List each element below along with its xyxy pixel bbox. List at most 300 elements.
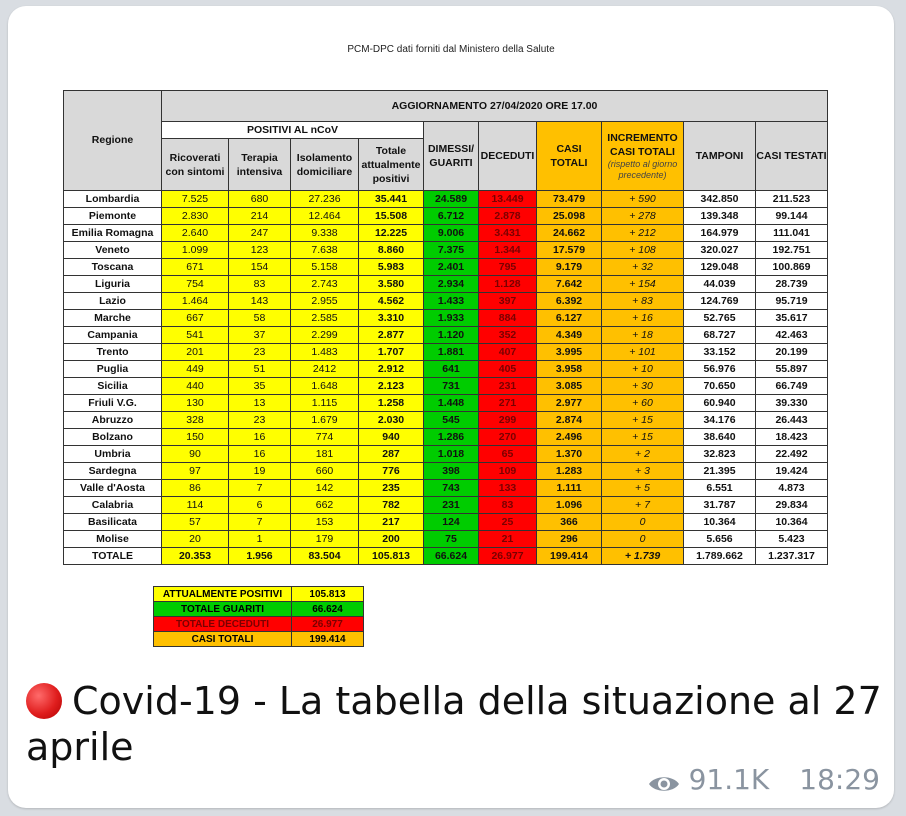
cell-casi: 4.349 — [537, 327, 602, 344]
cell-iso: 2.743 — [291, 276, 359, 293]
cell-test: 95.719 — [756, 293, 828, 310]
cell-dec: 271 — [479, 395, 537, 412]
cell-tot: 12.225 — [359, 225, 424, 242]
header-aggiornamento: AGGIORNAMENTO 27/04/2020 ORE 17.00 — [162, 91, 828, 122]
cell-regione: Puglia — [64, 361, 162, 378]
cell-inc: + 1.739 — [602, 548, 684, 565]
cell-dim: 641 — [424, 361, 479, 378]
cell-dec: 26.977 — [479, 548, 537, 565]
cell-dec: 83 — [479, 497, 537, 514]
table-row — [64, 276, 828, 293]
cell-iso: 83.504 — [291, 548, 359, 565]
cell-tot: 2.877 — [359, 327, 424, 344]
cell-ric: 20 — [162, 531, 229, 548]
cell-regione: Campania — [64, 327, 162, 344]
cell-dim: 1.433 — [424, 293, 479, 310]
cell-ter: 680 — [229, 191, 291, 208]
cell-tamp: 342.850 — [684, 191, 756, 208]
cell-iso: 2412 — [291, 361, 359, 378]
table-row — [64, 191, 828, 208]
cell-ter: 143 — [229, 293, 291, 310]
cell-iso: 2.299 — [291, 327, 359, 344]
cell-dec: 3.431 — [479, 225, 537, 242]
cell-casi: 6.392 — [537, 293, 602, 310]
cell-dec: 13.449 — [479, 191, 537, 208]
cell-iso: 7.638 — [291, 242, 359, 259]
cell-tot: 200 — [359, 531, 424, 548]
cell-ric: 2.640 — [162, 225, 229, 242]
table-row — [64, 446, 828, 463]
cell-dec: 795 — [479, 259, 537, 276]
cell-ric: 667 — [162, 310, 229, 327]
table-row — [64, 208, 828, 225]
cell-ric: 57 — [162, 514, 229, 531]
cell-ter: 154 — [229, 259, 291, 276]
cell-tot: 2.912 — [359, 361, 424, 378]
cell-tamp: 124.769 — [684, 293, 756, 310]
cell-dec: 1.344 — [479, 242, 537, 259]
cell-ric: 671 — [162, 259, 229, 276]
cell-dim: 2.934 — [424, 276, 479, 293]
cell-tot: 1.258 — [359, 395, 424, 412]
cell-tamp: 68.727 — [684, 327, 756, 344]
view-count: 91.1K — [688, 763, 770, 796]
cell-test: 19.424 — [756, 463, 828, 480]
header-casi-testati: CASI TESTATI — [756, 122, 828, 191]
cell-dec: 884 — [479, 310, 537, 327]
cell-iso: 179 — [291, 531, 359, 548]
cell-tot: 2.030 — [359, 412, 424, 429]
cell-tot: 235 — [359, 480, 424, 497]
cell-casi: 3.958 — [537, 361, 602, 378]
cell-test: 29.834 — [756, 497, 828, 514]
cell-ter: 51 — [229, 361, 291, 378]
cell-tamp: 320.027 — [684, 242, 756, 259]
cell-test: 5.423 — [756, 531, 828, 548]
cell-dim: 75 — [424, 531, 479, 548]
cell-ric: 440 — [162, 378, 229, 395]
cell-ric: 201 — [162, 344, 229, 361]
cell-iso: 12.464 — [291, 208, 359, 225]
cell-casi: 1.283 — [537, 463, 602, 480]
cell-dim: 1.286 — [424, 429, 479, 446]
cell-tamp: 44.039 — [684, 276, 756, 293]
cell-casi: 366 — [537, 514, 602, 531]
cell-inc: + 7 — [602, 497, 684, 514]
cell-iso: 5.158 — [291, 259, 359, 276]
cell-tot: 782 — [359, 497, 424, 514]
cell-regione: Friuli V.G. — [64, 395, 162, 412]
cell-regione: Toscana — [64, 259, 162, 276]
cell-casi: 25.098 — [537, 208, 602, 225]
cell-ter: 23 — [229, 412, 291, 429]
cell-regione: Bolzano — [64, 429, 162, 446]
cell-ter: 16 — [229, 446, 291, 463]
cell-tot: 4.562 — [359, 293, 424, 310]
header-incremento-note: (rispetto al giorno precedente) — [607, 159, 678, 180]
cell-inc: + 101 — [602, 344, 684, 361]
cell-dec: 299 — [479, 412, 537, 429]
cell-dec: 405 — [479, 361, 537, 378]
message-bubble[interactable] — [8, 6, 894, 808]
cell-ric: 97 — [162, 463, 229, 480]
cell-casi: 199.414 — [537, 548, 602, 565]
cell-dim: 731 — [424, 378, 479, 395]
cell-test: 42.463 — [756, 327, 828, 344]
totale-row — [64, 548, 828, 565]
cell-test: 99.144 — [756, 208, 828, 225]
summary-label: ATTUALMENTE POSITIVI — [154, 587, 292, 602]
cell-inc: 0 — [602, 514, 684, 531]
table-row — [64, 259, 828, 276]
header-isolamento: Isolamento domiciliare — [291, 139, 359, 191]
eye-icon — [647, 769, 681, 791]
cell-tamp: 32.823 — [684, 446, 756, 463]
cell-casi: 296 — [537, 531, 602, 548]
cell-ter: 7 — [229, 480, 291, 497]
cell-dim: 6.712 — [424, 208, 479, 225]
cell-inc: + 108 — [602, 242, 684, 259]
cell-ter: 1.956 — [229, 548, 291, 565]
cell-tamp: 1.789.662 — [684, 548, 756, 565]
cell-ric: 1.099 — [162, 242, 229, 259]
cell-dim: 231 — [424, 497, 479, 514]
cell-regione: Marche — [64, 310, 162, 327]
cell-ric: 1.464 — [162, 293, 229, 310]
cell-test: 10.364 — [756, 514, 828, 531]
table-row — [64, 429, 828, 446]
cell-tot: 776 — [359, 463, 424, 480]
cell-regione: Sardegna — [64, 463, 162, 480]
cell-inc: + 212 — [602, 225, 684, 242]
cell-ric: 20.353 — [162, 548, 229, 565]
summary-row — [154, 617, 364, 632]
cell-tot: 940 — [359, 429, 424, 446]
cell-tot: 3.310 — [359, 310, 424, 327]
cell-dim: 1.448 — [424, 395, 479, 412]
table-row — [64, 225, 828, 242]
cell-test: 35.617 — [756, 310, 828, 327]
cell-tot: 3.580 — [359, 276, 424, 293]
cell-tamp: 139.348 — [684, 208, 756, 225]
cell-ter: 35 — [229, 378, 291, 395]
table-row — [64, 395, 828, 412]
cell-tot: 15.508 — [359, 208, 424, 225]
cell-test: 111.041 — [756, 225, 828, 242]
cell-inc: 0 — [602, 531, 684, 548]
cell-inc: + 2 — [602, 446, 684, 463]
table-row — [64, 480, 828, 497]
cell-regione: Lombardia — [64, 191, 162, 208]
cell-ter: 16 — [229, 429, 291, 446]
cell-test: 100.869 — [756, 259, 828, 276]
summary-row — [154, 587, 364, 602]
cell-regione: Liguria — [64, 276, 162, 293]
summary-label: TOTALE DECEDUTI — [154, 617, 292, 632]
summary-value: 199.414 — [292, 632, 364, 647]
message-meta — [647, 763, 880, 796]
cell-ter: 83 — [229, 276, 291, 293]
cell-ter: 247 — [229, 225, 291, 242]
cell-casi: 1.370 — [537, 446, 602, 463]
caption-text: Covid-19 - La tabella della situazione al 27 aprile — [26, 679, 882, 769]
cell-iso: 774 — [291, 429, 359, 446]
cell-dim: 124 — [424, 514, 479, 531]
cell-dec: 109 — [479, 463, 537, 480]
table-row — [64, 293, 828, 310]
cell-ric: 754 — [162, 276, 229, 293]
cell-tamp: 21.395 — [684, 463, 756, 480]
cell-casi: 73.479 — [537, 191, 602, 208]
cell-tamp: 52.765 — [684, 310, 756, 327]
cell-ric: 130 — [162, 395, 229, 412]
red-circle-icon — [26, 683, 62, 719]
cell-casi: 7.642 — [537, 276, 602, 293]
cell-tamp: 60.940 — [684, 395, 756, 412]
cell-ter: 1 — [229, 531, 291, 548]
cell-dec: 270 — [479, 429, 537, 446]
cell-ter: 23 — [229, 344, 291, 361]
cell-dec: 133 — [479, 480, 537, 497]
source-line: PCM-DPC dati forniti dal Ministero della Salute — [347, 44, 555, 55]
cell-test: 28.739 — [756, 276, 828, 293]
cell-dim: 1.018 — [424, 446, 479, 463]
cell-ter: 37 — [229, 327, 291, 344]
cell-regione: Piemonte — [64, 208, 162, 225]
table-row — [64, 242, 828, 259]
table-body — [64, 191, 828, 565]
cell-inc: + 278 — [602, 208, 684, 225]
cell-iso: 1.115 — [291, 395, 359, 412]
cell-test: 4.873 — [756, 480, 828, 497]
cell-inc: + 60 — [602, 395, 684, 412]
cell-test: 1.237.317 — [756, 548, 828, 565]
cell-tamp: 34.176 — [684, 412, 756, 429]
cell-iso: 142 — [291, 480, 359, 497]
summary-value: 105.813 — [292, 587, 364, 602]
summary-table — [153, 586, 364, 647]
cell-dim: 743 — [424, 480, 479, 497]
cell-inc: + 154 — [602, 276, 684, 293]
cell-ric: 449 — [162, 361, 229, 378]
cell-casi: 2.977 — [537, 395, 602, 412]
cell-dim: 24.589 — [424, 191, 479, 208]
cell-tamp: 56.976 — [684, 361, 756, 378]
cell-regione: Basilicata — [64, 514, 162, 531]
cell-test: 39.330 — [756, 395, 828, 412]
table-row — [64, 514, 828, 531]
table-row — [64, 310, 828, 327]
cell-dec: 397 — [479, 293, 537, 310]
cell-tamp: 10.364 — [684, 514, 756, 531]
cell-dim: 545 — [424, 412, 479, 429]
cell-dec: 407 — [479, 344, 537, 361]
cell-inc: + 16 — [602, 310, 684, 327]
header-incremento — [602, 122, 684, 191]
cell-iso: 2.585 — [291, 310, 359, 327]
cell-tot: 35.441 — [359, 191, 424, 208]
header-dimessi: DIMESSI/ GUARITI — [424, 122, 479, 191]
cell-iso: 153 — [291, 514, 359, 531]
cell-inc: + 32 — [602, 259, 684, 276]
cell-ric: 7.525 — [162, 191, 229, 208]
cell-dec: 21 — [479, 531, 537, 548]
cell-dim: 66.624 — [424, 548, 479, 565]
cell-dim: 7.375 — [424, 242, 479, 259]
cell-regione: Veneto — [64, 242, 162, 259]
message-photo[interactable] — [16, 14, 886, 666]
header-deceduti: DECEDUTI — [479, 122, 537, 191]
cell-tamp: 6.551 — [684, 480, 756, 497]
header-regione: Regione — [64, 91, 162, 191]
cell-dec: 352 — [479, 327, 537, 344]
cell-tamp: 33.152 — [684, 344, 756, 361]
cell-dim: 9.006 — [424, 225, 479, 242]
cell-iso: 27.236 — [291, 191, 359, 208]
cell-test: 55.897 — [756, 361, 828, 378]
header-ricoverati: Ricoverati con sintomi — [162, 139, 229, 191]
cell-inc: + 5 — [602, 480, 684, 497]
cell-ric: 2.830 — [162, 208, 229, 225]
cell-inc: + 15 — [602, 412, 684, 429]
cell-casi: 6.127 — [537, 310, 602, 327]
cell-tot: 1.707 — [359, 344, 424, 361]
cell-casi: 24.662 — [537, 225, 602, 242]
cell-test: 192.751 — [756, 242, 828, 259]
header-terapia: Terapia intensiva — [229, 139, 291, 191]
cell-tamp: 38.640 — [684, 429, 756, 446]
message-caption — [26, 678, 886, 770]
cell-ter: 19 — [229, 463, 291, 480]
cell-tot: 105.813 — [359, 548, 424, 565]
cell-iso: 181 — [291, 446, 359, 463]
cell-iso: 1.679 — [291, 412, 359, 429]
message-time: 18:29 — [799, 763, 880, 796]
summary-row — [154, 602, 364, 617]
table-row — [64, 497, 828, 514]
cell-regione: Emilia Romagna — [64, 225, 162, 242]
table-row — [64, 463, 828, 480]
header-totale-positivi: Totale attualmente positivi — [359, 139, 424, 191]
cell-dim: 1.881 — [424, 344, 479, 361]
header-casi-totali: CASI TOTALI — [537, 122, 602, 191]
cell-ric: 90 — [162, 446, 229, 463]
summary-row — [154, 632, 364, 647]
table-row — [64, 344, 828, 361]
cell-test: 211.523 — [756, 191, 828, 208]
table-row — [64, 412, 828, 429]
cell-tamp: 5.656 — [684, 531, 756, 548]
cell-dec: 65 — [479, 446, 537, 463]
summary-label: TOTALE GUARITI — [154, 602, 292, 617]
cell-ter: 7 — [229, 514, 291, 531]
table-row — [64, 361, 828, 378]
cell-dim: 398 — [424, 463, 479, 480]
cell-tamp: 164.979 — [684, 225, 756, 242]
cell-ric: 86 — [162, 480, 229, 497]
cell-casi: 1.111 — [537, 480, 602, 497]
cell-regione: Umbria — [64, 446, 162, 463]
cell-test: 22.492 — [756, 446, 828, 463]
cell-inc: + 18 — [602, 327, 684, 344]
cell-regione: Abruzzo — [64, 412, 162, 429]
cell-ter: 13 — [229, 395, 291, 412]
cell-tot: 217 — [359, 514, 424, 531]
cell-casi: 2.874 — [537, 412, 602, 429]
cell-iso: 9.338 — [291, 225, 359, 242]
table-row — [64, 378, 828, 395]
cell-dec: 25 — [479, 514, 537, 531]
covid-table — [63, 90, 828, 565]
cell-tamp: 129.048 — [684, 259, 756, 276]
cell-casi: 3.995 — [537, 344, 602, 361]
header-positivi-group: POSITIVI AL nCoV — [162, 122, 424, 139]
table-row — [64, 327, 828, 344]
cell-casi: 17.579 — [537, 242, 602, 259]
cell-ric: 150 — [162, 429, 229, 446]
cell-iso: 1.483 — [291, 344, 359, 361]
cell-iso: 1.648 — [291, 378, 359, 395]
cell-inc: + 15 — [602, 429, 684, 446]
cell-inc: + 83 — [602, 293, 684, 310]
cell-ter: 58 — [229, 310, 291, 327]
header-incremento-label: INCREMENTO CASI TOTALI — [607, 132, 678, 158]
cell-test: 26.443 — [756, 412, 828, 429]
cell-inc: + 590 — [602, 191, 684, 208]
summary-label: CASI TOTALI — [154, 632, 292, 647]
cell-casi: 1.096 — [537, 497, 602, 514]
table-row — [64, 531, 828, 548]
cell-dec: 231 — [479, 378, 537, 395]
cell-tamp: 70.650 — [684, 378, 756, 395]
cell-ric: 114 — [162, 497, 229, 514]
cell-dec: 2.878 — [479, 208, 537, 225]
cell-tot: 287 — [359, 446, 424, 463]
cell-test: 20.199 — [756, 344, 828, 361]
cell-regione: Trento — [64, 344, 162, 361]
summary-value: 26.977 — [292, 617, 364, 632]
cell-inc: + 30 — [602, 378, 684, 395]
cell-regione: Molise — [64, 531, 162, 548]
cell-regione: Lazio — [64, 293, 162, 310]
cell-dim: 1.933 — [424, 310, 479, 327]
cell-tot: 2.123 — [359, 378, 424, 395]
cell-dim: 1.120 — [424, 327, 479, 344]
cell-regione: Valle d'Aosta — [64, 480, 162, 497]
cell-tamp: 31.787 — [684, 497, 756, 514]
cell-dec: 1.128 — [479, 276, 537, 293]
cell-ter: 6 — [229, 497, 291, 514]
cell-regione: TOTALE — [64, 548, 162, 565]
cell-inc: + 3 — [602, 463, 684, 480]
cell-regione: Sicilia — [64, 378, 162, 395]
header-tamponi: TAMPONI — [684, 122, 756, 191]
cell-ric: 328 — [162, 412, 229, 429]
cell-tot: 8.860 — [359, 242, 424, 259]
cell-ric: 541 — [162, 327, 229, 344]
cell-inc: + 10 — [602, 361, 684, 378]
cell-casi: 9.179 — [537, 259, 602, 276]
cell-iso: 660 — [291, 463, 359, 480]
cell-regione: Calabria — [64, 497, 162, 514]
summary-value: 66.624 — [292, 602, 364, 617]
cell-ter: 214 — [229, 208, 291, 225]
cell-iso: 2.955 — [291, 293, 359, 310]
cell-tot: 5.983 — [359, 259, 424, 276]
cell-iso: 662 — [291, 497, 359, 514]
cell-casi: 3.085 — [537, 378, 602, 395]
cell-test: 66.749 — [756, 378, 828, 395]
